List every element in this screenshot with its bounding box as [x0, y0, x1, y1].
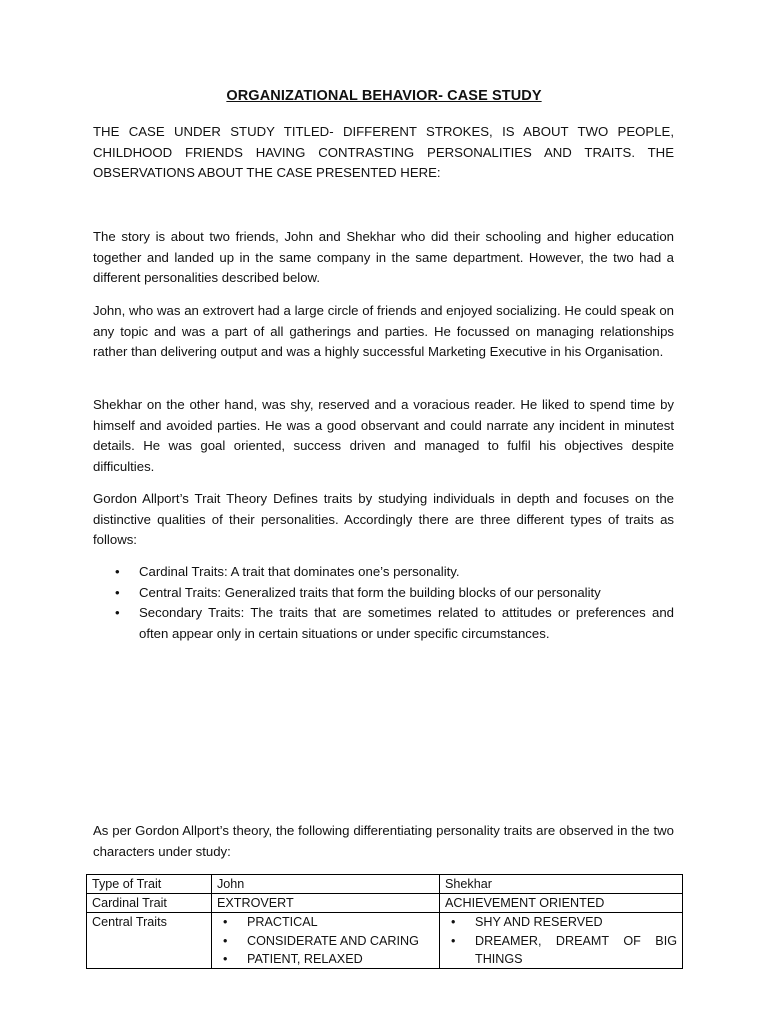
list-item-text: PRACTICAL: [247, 915, 318, 930]
shekhar-central-traits-list: [445, 913, 677, 968]
trait-types-list: [93, 562, 674, 644]
cell-central-label: Central Traits: [87, 913, 212, 969]
bullet-icon: •: [451, 915, 456, 930]
list-item-text: Central Traits: Generalized traits that form the building blocks of our personality: [139, 584, 601, 600]
list-item-text: Secondary Traits: The traits that are sometimes related to attitudes or preferences and often appear only in certain situations or under specific circumstances.: [139, 605, 674, 641]
cell-cardinal-label: Cardinal Trait: [87, 894, 212, 913]
list-item-text: Cardinal Traits: A trait that dominates one’s personality.: [139, 564, 460, 579]
list-item: [217, 913, 434, 931]
traits-table: [86, 874, 683, 969]
list-item: [217, 932, 434, 950]
list-item-text: SHY AND RESERVED: [475, 915, 603, 930]
list-item: [445, 913, 677, 931]
list-item: [445, 932, 677, 968]
paragraph-allport: Gordon Allport’s Trait Theory Defines traits by studying individuals in depth and focuses on the distinctive qualities of their personalities. Accordingly there are three different types of traits as follows:: [93, 491, 674, 548]
document-title: ORGANIZATIONAL BEHAVIOR- CASE STUDY: [226, 88, 542, 104]
table-header-row: [87, 875, 683, 894]
bullet-icon: •: [115, 584, 120, 600]
bullet-icon: •: [223, 915, 228, 930]
list-item: [93, 583, 674, 604]
header-cell-shekhar: Shekhar: [440, 875, 683, 894]
bullet-icon: •: [115, 605, 120, 621]
list-item-text: CONSIDERATE AND CARING: [247, 933, 419, 948]
bullet-icon: •: [223, 933, 228, 948]
john-central-traits-list: [217, 913, 434, 968]
header-cell-type: Type of Trait: [87, 875, 212, 894]
cell-cardinal-shekhar: ACHIEVEMENT ORIENTED: [440, 894, 683, 913]
paragraph-john: John, who was an extrovert had a large circle of friends and enjoyed socializing. He could speak on any topic and was a part of all gatherings and parties. He focussed on managing relationships rather than delivering output and was a highly successful Marketing Executive in his Organisation.: [93, 303, 674, 360]
cell-central-shekhar: [440, 913, 683, 969]
list-item-text: DREAMER, DREAMT OF BIG THINGS: [475, 933, 677, 966]
intro-paragraph: THE CASE UNDER STUDY TITLED- DIFFERENT STROKES, IS ABOUT TWO PEOPLE, CHILDHOOD FRIENDS HAVING CONTRASTING PERSONALITIES AND TRAITS. THE OBSERVATIONS ABOUT THE CASE PRESENTED HERE:: [93, 124, 674, 181]
list-item-text: PATIENT, RELAXED: [247, 951, 363, 966]
header-cell-john: John: [212, 875, 440, 894]
table-row: [87, 913, 683, 969]
cell-central-john: [212, 913, 440, 969]
table-row: [87, 894, 683, 913]
list-item: [217, 950, 434, 968]
paragraph-shekhar: Shekhar on the other hand, was shy, reserved and a voracious reader. He liked to spend time by himself and avoided parties. He was a good observant and could narrate any incident in minutest details. He was goal oriented, success driven and managed to fulfil his objectives despite difficulties.: [93, 397, 674, 474]
bullet-icon: •: [223, 951, 228, 966]
table-intro-paragraph: As per Gordon Allport’s theory, the following differentiating personality traits are observed in the two characters under study:: [93, 823, 674, 859]
cell-cardinal-john: EXTROVERT: [212, 894, 440, 913]
bullet-icon: •: [115, 564, 120, 579]
list-item: [93, 562, 674, 583]
list-item: [93, 603, 674, 644]
bullet-icon: •: [451, 933, 456, 948]
paragraph-story: The story is about two friends, John and Shekhar who did their schooling and higher education together and landed up in the same company in the same department. However, the two had a different personalities described below.: [93, 229, 674, 286]
